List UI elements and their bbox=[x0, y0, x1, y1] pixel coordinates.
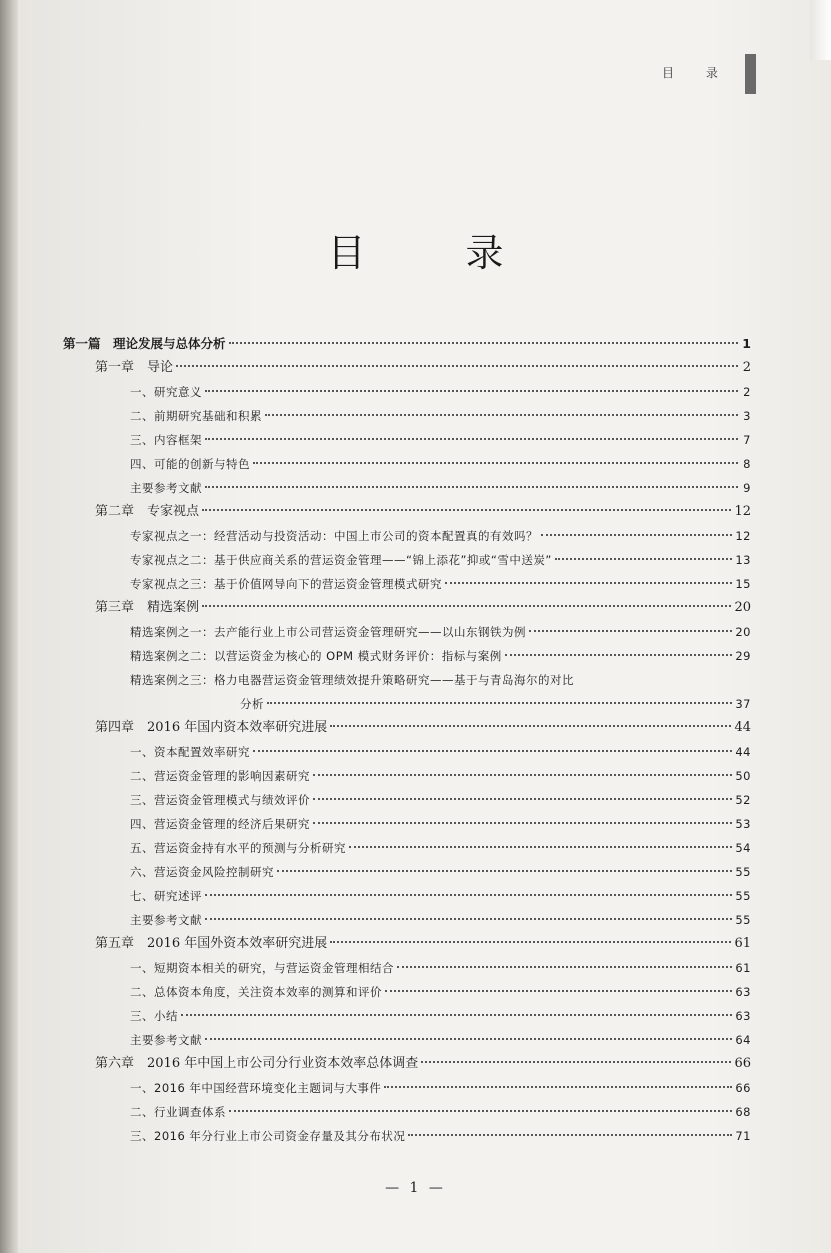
toc-entry-section bbox=[130, 982, 751, 1002]
toc-entry-label: 二、行业调查体系 bbox=[130, 1105, 226, 1119]
toc-entry-section bbox=[130, 1102, 751, 1122]
toc-entry-page: 68 bbox=[735, 1105, 751, 1119]
running-head: 目 录 bbox=[662, 66, 732, 80]
toc-entry-label: 第一章 导论 bbox=[95, 360, 174, 375]
toc-entry-page: 66 bbox=[734, 1056, 751, 1071]
toc-entry-label: 主要参考文献 bbox=[130, 1033, 202, 1047]
page-number: — 1 — bbox=[385, 1180, 446, 1196]
toc-entry-page: 52 bbox=[735, 793, 751, 807]
toc-entry-label: 第六章 2016 年中国上市公司分行业资本效率总体调查 bbox=[95, 1056, 419, 1071]
toc-entry-page: 53 bbox=[735, 817, 751, 831]
toc-entry-page: 20 bbox=[734, 600, 751, 615]
toc-entry-label: 精选案例之二：以营运资金为核心的 OPM 模式财务评价：指标与案例 bbox=[130, 649, 502, 663]
toc-entry-label: 专家视点之三：基于价值网导向下的营运资金管理模式研究 bbox=[130, 577, 442, 591]
toc-entry-section bbox=[130, 430, 751, 450]
toc-entry-label: 四、营运资金管理的经济后果研究 bbox=[130, 817, 310, 831]
toc-entry-page: 12 bbox=[735, 529, 751, 543]
toc-entry-chapter bbox=[95, 718, 751, 738]
toc-entry-page: 8 bbox=[743, 457, 751, 471]
toc-entry-label: 第三章 精选案例 bbox=[95, 600, 200, 615]
book-spine-shadow bbox=[0, 0, 18, 1253]
toc-entry-label: 一、研究意义 bbox=[130, 385, 202, 399]
toc-entry-section bbox=[130, 382, 751, 402]
toc-entry-chapter bbox=[95, 934, 751, 954]
toc-entry-section bbox=[130, 886, 751, 906]
toc-entry-section bbox=[130, 646, 751, 666]
toc-entry-page: 29 bbox=[735, 649, 751, 663]
toc-entry-page: 63 bbox=[735, 985, 751, 999]
toc-entry-section bbox=[130, 742, 751, 762]
toc-entry-page: 55 bbox=[735, 913, 751, 927]
toc-entry-label: 第四章 2016 年国内资本效率研究进展 bbox=[95, 720, 328, 735]
toc-entry-section bbox=[130, 550, 751, 570]
toc-entry-chapter bbox=[95, 358, 751, 378]
toc-entry-page: 71 bbox=[735, 1129, 751, 1143]
toc-entry-page: 54 bbox=[735, 841, 751, 855]
toc-entry-section bbox=[130, 478, 751, 498]
toc-entry-part bbox=[63, 334, 751, 354]
toc-entry-label: 四、可能的创新与特色 bbox=[130, 457, 250, 471]
toc-entry-chapter bbox=[95, 1054, 751, 1074]
toc-entry-page: 1 bbox=[742, 336, 751, 351]
page-title: 目 录 bbox=[327, 231, 548, 275]
toc-entry-page: 61 bbox=[734, 936, 751, 951]
toc-entry-section bbox=[130, 622, 751, 642]
toc-entry-page: 50 bbox=[735, 769, 751, 783]
toc-entry-section bbox=[130, 1126, 751, 1146]
toc-entry-label: 分析 bbox=[240, 697, 264, 711]
toc-entry-label: 第二章 专家视点 bbox=[95, 504, 200, 519]
toc-entry-label: 二、总体资本角度，关注资本效率的测算和评价 bbox=[130, 985, 382, 999]
toc-entry-page: 44 bbox=[734, 720, 751, 735]
page-fold bbox=[810, 0, 831, 60]
toc-entry-page: 13 bbox=[735, 553, 751, 567]
toc-entry-chapter bbox=[95, 598, 751, 618]
toc-entry-label: 主要参考文献 bbox=[130, 481, 202, 495]
toc-entry-section bbox=[130, 1078, 751, 1098]
toc-entry-section bbox=[130, 454, 751, 474]
toc-entry-chapter bbox=[95, 502, 751, 522]
toc-entry-label: 一、资本配置效率研究 bbox=[130, 745, 250, 759]
thumb-tab-marker bbox=[745, 54, 756, 94]
toc-entry-page: 55 bbox=[735, 865, 751, 879]
toc-entry-label: 二、营运资金管理的影响因素研究 bbox=[130, 769, 310, 783]
toc-entry-label: 一、2016 年中国经营环境变化主题词与大事件 bbox=[130, 1081, 382, 1095]
toc-entry-page: 7 bbox=[743, 433, 751, 447]
toc-entry-page: 61 bbox=[735, 961, 751, 975]
toc-entry-section bbox=[130, 862, 751, 882]
toc-entry-label: 七、研究述评 bbox=[130, 889, 202, 903]
toc-entry-label: 三、2016 年分行业上市公司资金存量及其分布状况 bbox=[130, 1129, 406, 1143]
toc-entry-page: 55 bbox=[735, 889, 751, 903]
toc-entry-section bbox=[130, 766, 751, 786]
toc-entry-label: 二、前期研究基础和积累 bbox=[130, 409, 262, 423]
toc-entry-page: 20 bbox=[735, 625, 751, 639]
toc-entry-section bbox=[130, 958, 751, 978]
toc-entry-page: 44 bbox=[735, 745, 751, 759]
toc-entry-section bbox=[130, 838, 751, 858]
toc-entry-section bbox=[130, 1006, 751, 1026]
toc-entry-label: 五、营运资金持有水平的预测与分析研究 bbox=[130, 841, 346, 855]
toc-entry-page: 15 bbox=[735, 577, 751, 591]
toc-entry-label: 主要参考文献 bbox=[130, 913, 202, 927]
toc-entry-label: 三、营运资金管理模式与绩效评价 bbox=[130, 793, 310, 807]
toc-entry-section bbox=[130, 910, 751, 930]
toc-entry-section bbox=[130, 790, 751, 810]
toc-entry-label: 三、内容框架 bbox=[130, 433, 202, 447]
toc-entry-page: 2 bbox=[742, 360, 751, 375]
toc-entry-section bbox=[130, 574, 751, 594]
toc-entry-page: 64 bbox=[735, 1033, 751, 1047]
toc-entry-page: 37 bbox=[735, 697, 751, 711]
toc-entry-section bbox=[130, 526, 751, 546]
toc-entry-label: 专家视点之二：基于供应商关系的营运资金管理——“锦上添花”抑或“雪中送炭” bbox=[130, 553, 552, 567]
toc-entry-section bbox=[130, 1030, 751, 1050]
toc-entry-section bbox=[130, 406, 751, 426]
toc-entry-label: 一、短期资本相关的研究，与营运资金管理相结合 bbox=[130, 961, 394, 975]
toc-entry-section bbox=[130, 814, 751, 834]
toc-entry-label: 精选案例之一：去产能行业上市公司营运资金管理研究——以山东钢铁为例 bbox=[130, 625, 526, 639]
toc-entry-page: 9 bbox=[743, 481, 751, 495]
toc-entry-section bbox=[130, 670, 751, 690]
toc-entry-continuation bbox=[240, 694, 751, 714]
toc-entry-page: 63 bbox=[735, 1009, 751, 1023]
toc-entry-page: 2 bbox=[743, 385, 751, 399]
toc-entry-label: 六、营运资金风险控制研究 bbox=[130, 865, 274, 879]
toc-entry-label: 第一篇 理论发展与总体分析 bbox=[63, 336, 226, 351]
toc-entry-page: 3 bbox=[743, 409, 751, 423]
toc-entry-label: 三、小结 bbox=[130, 1009, 178, 1023]
toc-entry-page: 66 bbox=[735, 1081, 751, 1095]
toc-entry-page: 12 bbox=[734, 504, 751, 519]
toc-entry-label: 专家视点之一：经营活动与投资活动：中国上市公司的资本配置真的有效吗？ bbox=[130, 529, 538, 543]
toc-entry-label: 精选案例之三：格力电器营运资金管理绩效提升策略研究——基于与青岛海尔的对比 bbox=[130, 673, 574, 687]
toc-entry-label: 第五章 2016 年国外资本效率研究进展 bbox=[95, 936, 328, 951]
